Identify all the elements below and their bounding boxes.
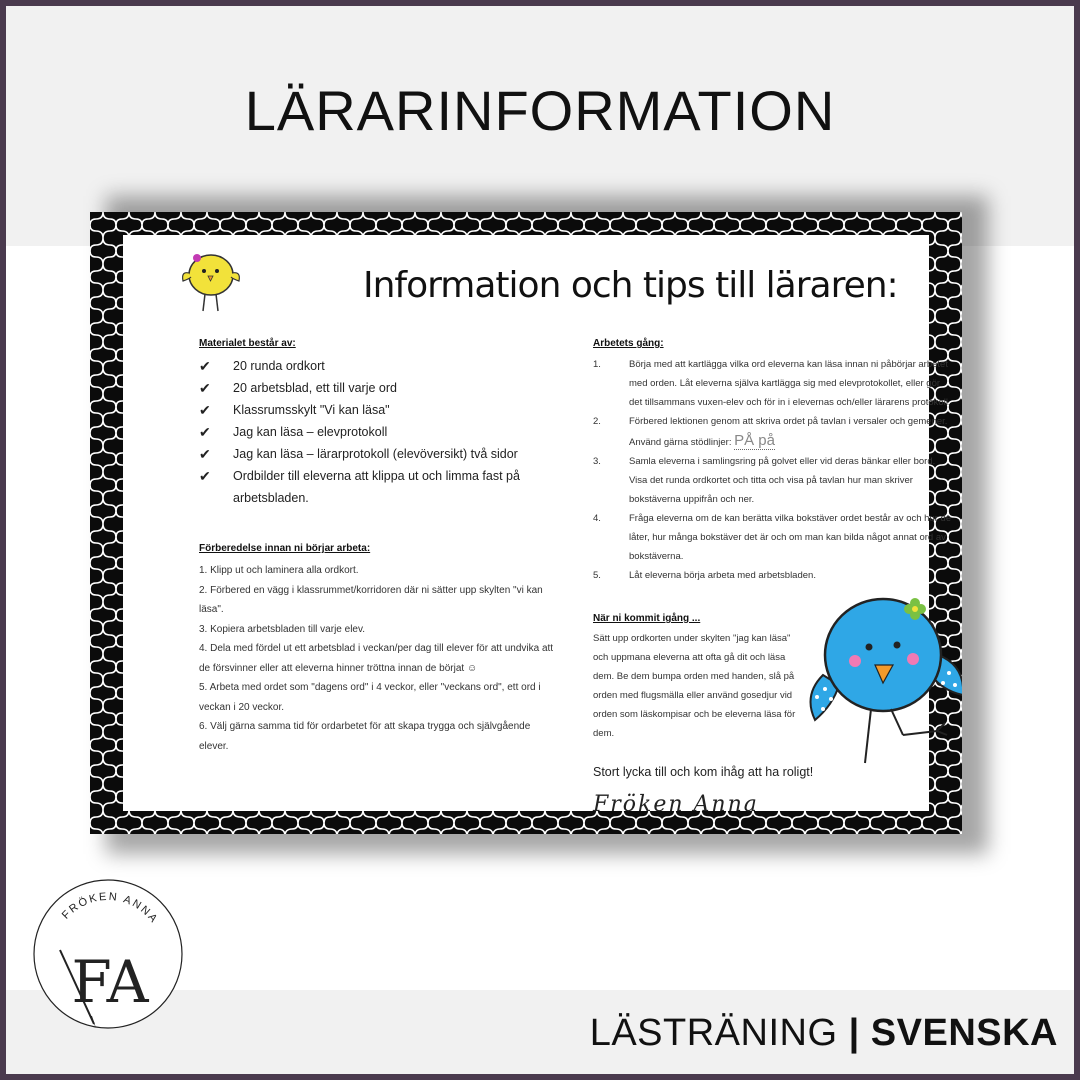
fa-logo — [30, 876, 186, 1032]
footer-subject: LÄSTRÄNING — [589, 1012, 838, 1054]
signature: Fröken Anna — [593, 792, 759, 817]
document-heading: Information och tips till läraren: — [363, 265, 898, 306]
document-preview — [90, 212, 962, 834]
list-item: ✔ Jag kan läsa – lärarprotokoll (elevöversikt) två sidor — [199, 443, 559, 465]
list-item: 1. Klipp ut och laminera alla ordkort. — [199, 565, 359, 576]
list-item: 3. Kopiera arbetsbladen till varje elev. — [199, 623, 366, 635]
preparation-list — [199, 561, 559, 756]
list-item: 2. Förbered lektionen genom att skriva ordet på tavlan i versaler och gemener. Använd gärna stödlinjer: PÅ på — [593, 416, 948, 449]
list-item: 6. Välj gärna samma tid för ordarbetet för att skapa trygga och självgående elever. — [199, 721, 531, 752]
materials-list — [199, 355, 559, 509]
list-item: 4. Fråga eleverna om de kan berätta vilka bokstäver ordet består av och hur de låter, hur många bokstäver det är och om man kan bilda något annat ord av bokstäverna. — [593, 513, 952, 562]
list-item: ✔ Jag kan läsa – elevprotokoll — [199, 421, 559, 443]
list-item: 4. Dela med fördel ut ett arbetsblad i veckan/per dag till elever för att undvika att de försvinner eller att eleverna hinner tröttna innan de börjat ☺ — [199, 643, 554, 674]
document-page — [123, 235, 952, 817]
after-title: När ni kommit igång ... — [593, 613, 701, 624]
list-item: ✔ 20 runda ordkort — [199, 355, 559, 377]
list-item: 3. Samla eleverna i samlingsring på golvet eller vid deras bänkar eller bord. Visa det runda ordkortet och titta och visa på tavlan hur man skriver bokstäverna uppifrån och ner. — [593, 456, 936, 505]
list-item: 5. Arbeta med ordet som "dagens ord" i 4 veckor, eller "veckans ord", ett ord i veckan i 20 veckor. — [199, 682, 541, 713]
page-title: LÄRARINFORMATION — [244, 79, 836, 142]
list-item: 1. Börja med att kartlägga vilka ord eleverna kan läsa innan ni påbörjar arbetet med orden. Låt eleverna själva kartlägga sig med elevprotokollet, eller gör det tillsammans vuxen-elev och för in i elevernas och/eller lärarens protokoll. — [593, 359, 951, 408]
list-item: 5. Låt eleverna börja arbeta med arbetsbladen. — [593, 570, 816, 581]
checkmark-icon: ✔ — [199, 402, 211, 418]
workflow-list — [593, 355, 953, 585]
checkmark-icon: ✔ — [199, 424, 211, 440]
bird-illustration — [803, 585, 962, 775]
list-item: ✔ 20 arbetsblad, ett till varje ord — [199, 377, 559, 399]
closing-text: Stort lycka till och kom ihåg att ha roligt! — [593, 765, 814, 779]
materials-title: Materialet består av: — [199, 338, 296, 349]
list-item: ✔ Klassrumsskylt "Vi kan läsa" — [199, 399, 559, 421]
list-item: 2. Förbered en vägg i klassrummet/korridoren där ni sätter upp skylten "vi kan läsa". — [199, 584, 543, 615]
chick-illustration — [175, 245, 245, 317]
checkmark-icon: ✔ — [199, 358, 211, 374]
logo-ring-text: FRÖKEN ANNA — [59, 890, 161, 927]
footer-title — [590, 1012, 1058, 1055]
checkmark-icon: ✔ — [199, 380, 211, 396]
checkmark-icon: ✔ — [199, 468, 211, 484]
footer-language: SVENSKA — [870, 1012, 1058, 1054]
footer-separator: | — [848, 1012, 860, 1054]
after-text: Sätt upp ordkorten under skylten "jag kan läsa" och uppmana eleverna att ofta gå dit och läsa dem. Be dem bumpa orden med handen, slå på orden med flugsmälla eller använd gosedjur vid orden som läskompisar och be eleverna läsa för dem. — [593, 633, 796, 739]
logo-monogram: FA — [71, 948, 149, 1016]
workflow-title: Arbetets gång: — [593, 338, 664, 349]
guideline-example: PÅ på — [734, 432, 775, 449]
list-item: ✔ Ordbilder till eleverna att klippa ut och limma fast på arbetsbladen. — [199, 465, 559, 509]
preparation-title: Förberedelse innan ni börjar arbeta: — [199, 543, 371, 554]
checkmark-icon: ✔ — [199, 446, 211, 462]
